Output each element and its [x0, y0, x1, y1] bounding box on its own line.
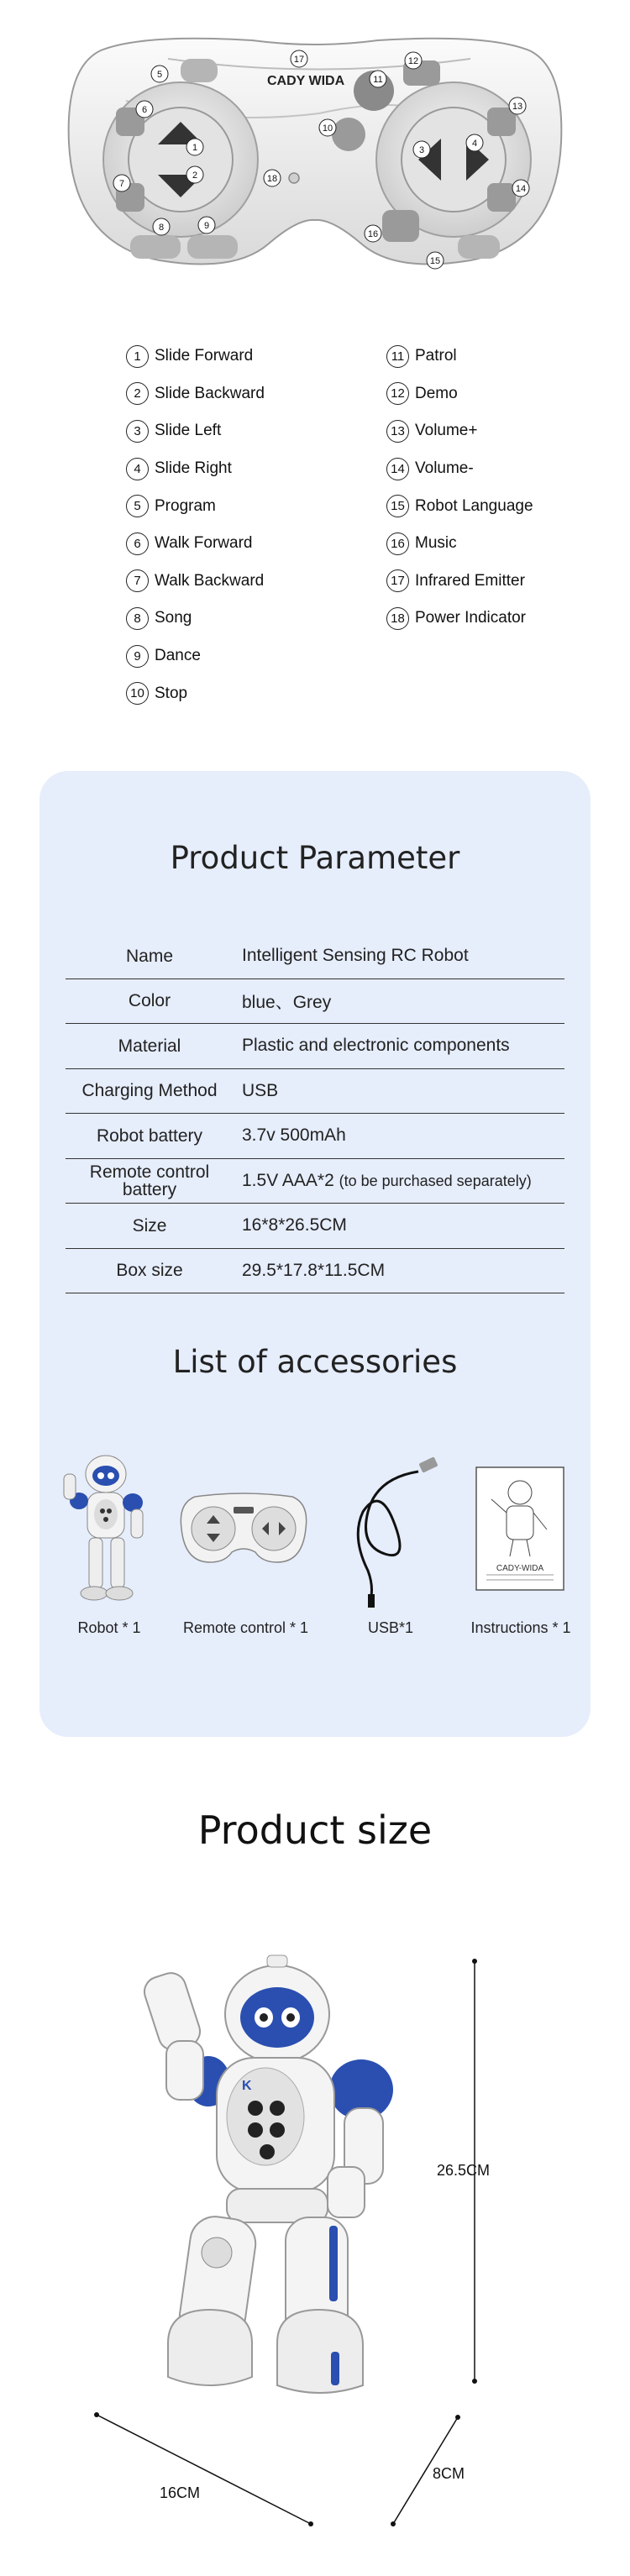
legend-number: 5	[126, 495, 149, 517]
svg-text:13: 13	[512, 102, 523, 112]
legend-item	[126, 637, 378, 675]
legend-number: 1	[126, 345, 149, 368]
svg-text:14: 14	[515, 184, 527, 194]
parameter-label: Charging Method	[81, 1081, 218, 1101]
parameter-value	[234, 1171, 564, 1191]
legend-label: Dance	[155, 647, 201, 665]
legend-item	[126, 338, 378, 375]
svg-text:18: 18	[266, 174, 278, 184]
dimension-lines	[0, 1932, 630, 2553]
accessory-label-instructions: Instructions * 1	[470, 1619, 571, 1636]
legend-number: 9	[126, 645, 149, 668]
legend-label: Song	[155, 609, 192, 627]
remote-diagram	[0, 0, 630, 302]
parameter-value: Plastic and electronic components	[242, 1036, 510, 1056]
legend-item	[126, 600, 378, 637]
legend-label: Stop	[155, 684, 188, 702]
legend-number: 7	[126, 569, 149, 592]
svg-text:15: 15	[429, 256, 441, 266]
legend-item	[386, 487, 630, 525]
legend-item	[126, 674, 378, 712]
button-legend	[126, 338, 596, 716]
parameter-value-note: (to be purchased separately)	[339, 1172, 532, 1189]
parameter-row	[66, 1069, 564, 1115]
svg-text:11: 11	[373, 75, 383, 85]
svg-text:17: 17	[293, 55, 305, 65]
parameter-value: USB	[242, 1080, 279, 1100]
legend-item	[386, 412, 630, 450]
parameter-value: Intelligent Sensing RC Robot	[242, 946, 469, 966]
legend-item	[126, 563, 378, 601]
legend-label: Patrol	[415, 347, 457, 365]
parameter-row	[66, 1024, 564, 1069]
legend-number: 18	[386, 607, 409, 630]
parameter-value: 29.5*17.8*11.5CM	[242, 1260, 386, 1280]
manual-brand: CADY-WIDA	[496, 1564, 544, 1573]
legend-number: 17	[386, 569, 409, 592]
parameter-row	[66, 1159, 564, 1204]
svg-text:2: 2	[192, 171, 198, 181]
parameter-label: Remote control battery	[89, 1162, 210, 1199]
parameter-value: blue、Grey	[242, 992, 332, 1012]
legend-number: 10	[126, 682, 149, 705]
legend-number: 4	[126, 458, 149, 480]
svg-text:10: 10	[322, 123, 333, 134]
legend-number: 8	[126, 607, 149, 630]
remote-brand: CADY WIDA	[267, 74, 345, 88]
legend-item	[126, 525, 378, 563]
legend-label: Robot Language	[415, 496, 533, 515]
accessory-label-usb: USB*1	[367, 1619, 414, 1636]
parameter-value: 16*8*26.5CM	[242, 1215, 347, 1236]
parameter-title: Product Parameter	[170, 840, 460, 876]
parameter-value: 3.7v 500mAh	[242, 1125, 346, 1146]
legend-item	[126, 375, 378, 413]
legend-label: Walk Backward	[155, 571, 265, 590]
legend-number: 11	[386, 345, 409, 368]
legend-label: Slide Right	[155, 459, 232, 478]
width-dimension: 16CM	[160, 2484, 201, 2501]
accessory-usb-image	[343, 1453, 444, 1613]
parameter-label: Robot battery	[96, 1125, 203, 1146]
legend-column-left	[126, 338, 378, 712]
legend-number: 16	[386, 533, 409, 555]
accessory-robot-image	[55, 1449, 156, 1608]
accessory-label-remote: Remote control * 1	[182, 1619, 309, 1636]
svg-text:3: 3	[418, 145, 425, 155]
svg-text:K: K	[242, 2079, 252, 2093]
svg-text:8: 8	[158, 223, 165, 233]
legend-label: Program	[155, 496, 216, 515]
legend-number: 6	[126, 533, 149, 555]
legend-label: Volume-	[415, 459, 474, 478]
legend-number: 12	[386, 382, 409, 405]
parameter-label: Material	[118, 1036, 181, 1056]
svg-text:7: 7	[118, 179, 125, 189]
legend-item	[386, 600, 630, 637]
legend-label: Power Indicator	[415, 609, 527, 627]
legend-number: 13	[386, 420, 409, 443]
legend-item	[386, 375, 630, 413]
parameter-row	[66, 979, 564, 1025]
legend-item	[386, 525, 630, 563]
remote-illustration	[0, 0, 630, 302]
parameter-label: Color	[128, 991, 171, 1011]
parameter-row	[66, 1114, 564, 1159]
parameter-row	[66, 1204, 564, 1249]
parameter-value-main: 1.5V AAA*2	[242, 1170, 334, 1190]
legend-label: Volume+	[415, 422, 478, 440]
legend-item	[386, 563, 630, 601]
svg-text:12: 12	[407, 56, 419, 66]
legend-number: 3	[126, 420, 149, 443]
svg-text:1: 1	[192, 143, 198, 153]
parameter-row	[66, 934, 564, 979]
accessory-remote-image	[178, 1487, 309, 1571]
legend-item	[126, 487, 378, 525]
legend-item	[126, 450, 378, 488]
svg-text:16: 16	[367, 229, 379, 239]
legend-number: 15	[386, 495, 409, 517]
svg-text:9: 9	[203, 221, 210, 231]
height-dimension: 26.5CM	[437, 2162, 491, 2179]
svg-text:6: 6	[141, 105, 148, 115]
accessories-title: List of accessories	[172, 1344, 458, 1380]
depth-dimension: 8CM	[433, 2465, 465, 2482]
legend-label: Slide Left	[155, 422, 222, 440]
legend-item	[126, 412, 378, 450]
legend-label: Music	[415, 534, 457, 553]
parameter-row	[66, 1249, 564, 1294]
legend-number: 2	[126, 382, 149, 405]
parameter-label: Name	[125, 946, 174, 966]
legend-item	[386, 338, 630, 375]
svg-text:5: 5	[156, 70, 163, 80]
legend-label: Slide Forward	[155, 347, 254, 365]
size-title: Product size	[197, 1807, 433, 1853]
legend-label: Walk Forward	[155, 534, 253, 553]
parameter-table	[66, 934, 564, 1293]
legend-number: 14	[386, 458, 409, 480]
parameter-label: Box size	[116, 1261, 183, 1281]
svg-text:4: 4	[471, 139, 478, 149]
parameter-label: Size	[132, 1215, 167, 1236]
legend-label: Infrared Emitter	[415, 571, 525, 590]
legend-item	[386, 450, 630, 488]
legend-column-right	[386, 338, 630, 637]
legend-label: Demo	[415, 384, 458, 402]
legend-label: Slide Backward	[155, 384, 265, 402]
accessory-label-robot: Robot * 1	[77, 1619, 141, 1636]
